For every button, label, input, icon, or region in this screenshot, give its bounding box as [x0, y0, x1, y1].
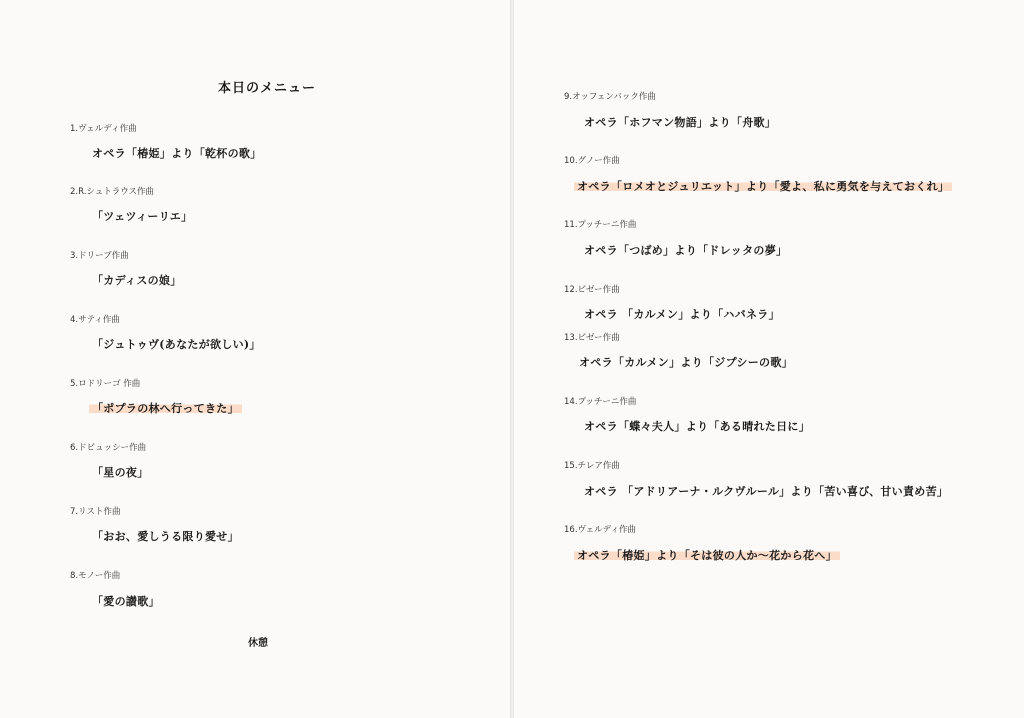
- program-item-3-composer: 3.ドリーブ作曲: [70, 251, 129, 261]
- program-item-5-title: 「ポプラの林へ行ってきた」: [89, 400, 242, 416]
- program-item-13-title: オペラ「カルメン」より「ジプシーの歌」: [579, 356, 793, 369]
- program-item-9-title: オペラ「ホフマン物語」より「舟歌」: [584, 116, 777, 129]
- intermission-label: 休憩: [248, 638, 268, 649]
- program-item-8-composer: 8.モノー作曲: [70, 571, 121, 581]
- program-item-10-title: オペラ「ロメオとジュリエット」より「愛よ、私に勇気を与えておくれ」: [574, 178, 952, 194]
- program-item-13-composer: 13.ビゼー作曲: [564, 333, 620, 343]
- program-item-4-composer: 4.サティ作曲: [70, 315, 120, 325]
- program-item-16-title: オペラ「椿姫」より「そは彼の人か〜花から花へ」: [574, 547, 840, 563]
- program-item-7-title: 「おお、愛しうる限り愛せ」: [92, 530, 239, 543]
- program-item-14-title: オペラ「蝶々夫人」より「ある晴れた日に」: [584, 420, 810, 433]
- program-item-9-composer: 9.オッフェンバック作曲: [564, 92, 656, 102]
- program-item-7-composer: 7.リスト作曲: [70, 507, 121, 517]
- program-item-2-title: 「ツェツィーリエ」: [92, 210, 193, 223]
- program-item-10-composer: 10.グノー作曲: [564, 156, 620, 166]
- program-item-6-title: 「星の夜」: [92, 466, 149, 479]
- page-title: 本日のメニュー: [218, 81, 317, 96]
- program-item-14-composer: 14.プッチーニ作曲: [564, 397, 637, 407]
- program-item-6-composer: 6.ドビュッシー作曲: [70, 443, 147, 453]
- program-item-2-composer: 2.R.シュトラウス作曲: [70, 187, 154, 197]
- program-item-3-title: 「カディスの娘」: [92, 274, 182, 287]
- program-item-12-composer: 12.ビゼー作曲: [564, 285, 620, 295]
- right-page: [514, 0, 1024, 718]
- left-page: [0, 0, 510, 718]
- program-item-4-title: 「ジュトゥヴ(あなたが欲しい)」: [92, 338, 261, 351]
- program-item-16-composer: 16.ヴェルディ作曲: [564, 525, 636, 535]
- program-item-11-composer: 11.プッチーニ作曲: [564, 220, 637, 230]
- program-item-11-title: オペラ「つばめ」より「ドレッタの夢」: [584, 244, 788, 257]
- program-item-12-title: オペラ 「カルメン」より「ハバネラ」: [584, 308, 780, 321]
- program-item-1-composer: 1.ヴェルディ作曲: [70, 124, 137, 134]
- program-item-15-title: オペラ 「アドリアーナ・ルクヴルール」より「苦い喜び、甘い責め苦」: [584, 485, 949, 498]
- program-item-1-title: オペラ「椿姫」より「乾杯の歌」: [92, 147, 262, 160]
- program-item-8-title: 「愛の讃歌」: [92, 595, 160, 608]
- program-item-15-composer: 15.チレア作曲: [564, 461, 620, 471]
- program-item-5-composer: 5.ロドリーゴ 作曲: [70, 379, 141, 389]
